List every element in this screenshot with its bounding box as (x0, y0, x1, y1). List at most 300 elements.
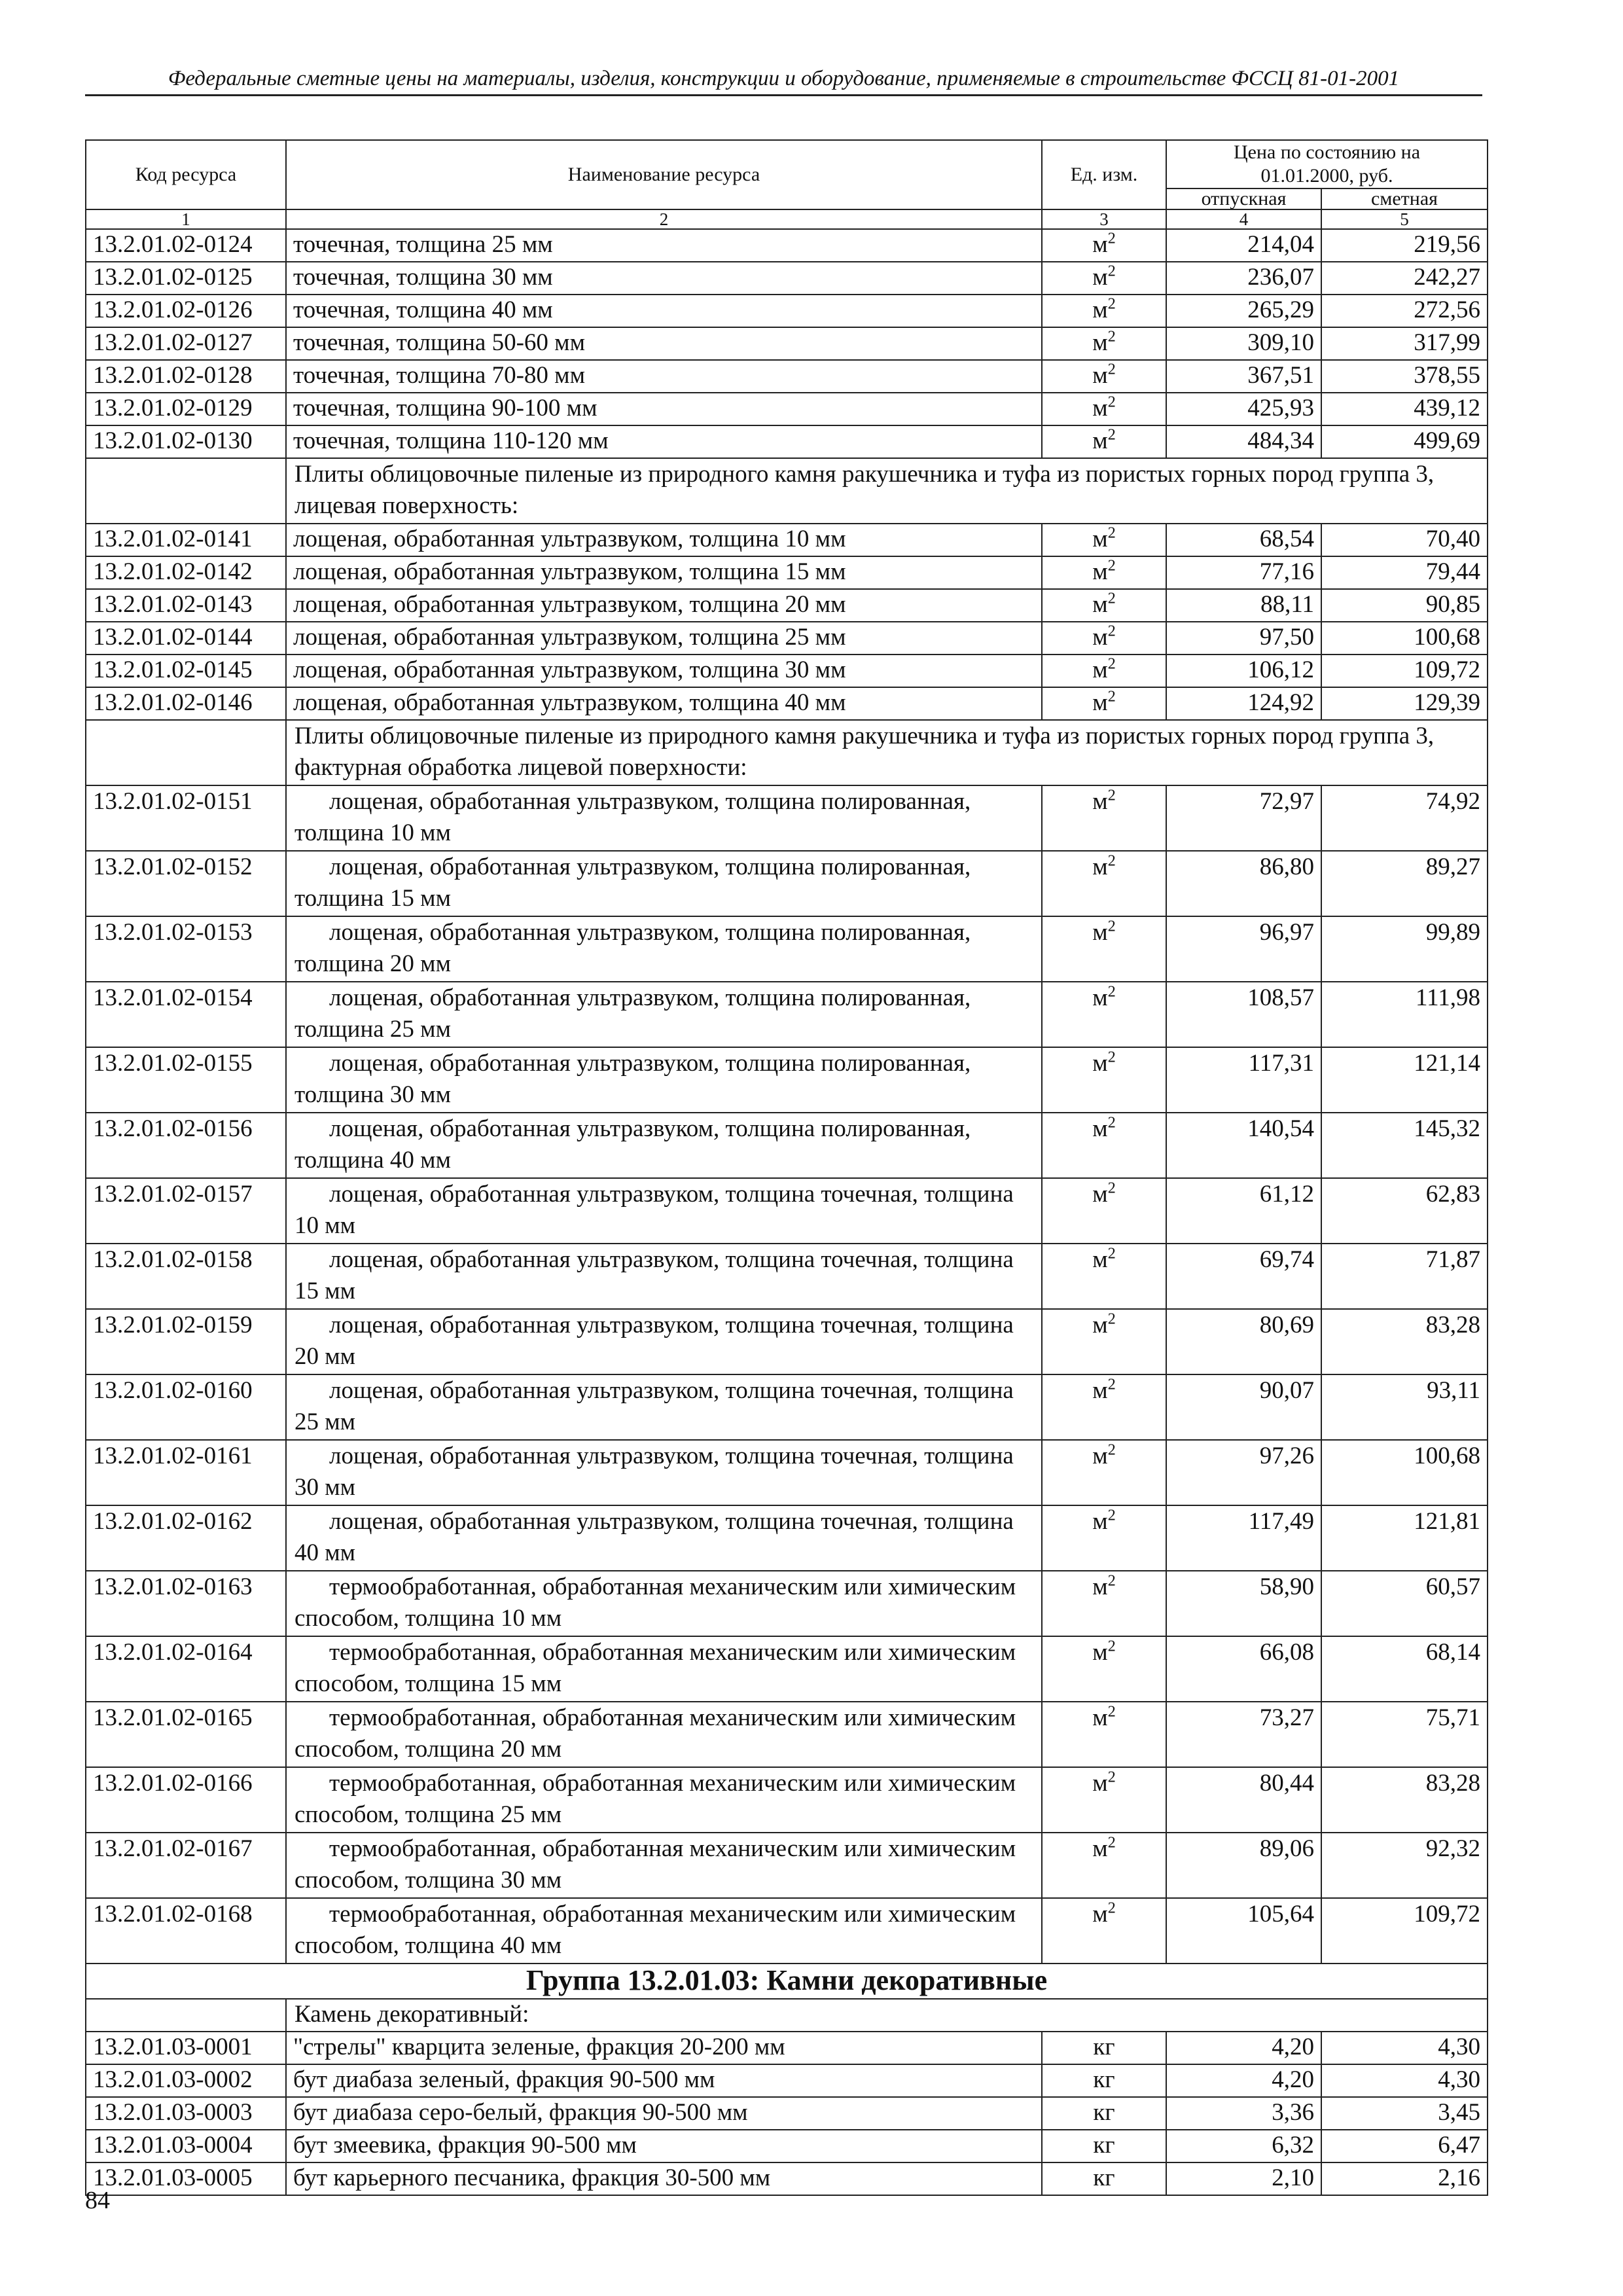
resource-code: 13.2.01.02-0126 (86, 295, 286, 327)
release-price: 4,20 (1166, 2064, 1321, 2097)
resource-code: 13.2.01.02-0164 (86, 1636, 286, 1702)
unit-cell (1042, 524, 1166, 556)
unit-superscript: 2 (1107, 1768, 1116, 1786)
resource-name: точечная, толщина 70-80 мм (286, 360, 1042, 393)
unit-text: м (1092, 1573, 1108, 1600)
resource-code: 13.2.01.02-0167 (86, 1833, 286, 1898)
resource-name: лощеная, обработанная ультразвуком, толщина 15 мм (286, 556, 1042, 589)
col-header-release: отпускная (1166, 188, 1321, 209)
subsection-row (86, 1999, 1488, 2032)
col-number-4: 4 (1166, 209, 1321, 229)
resource-code: 13.2.01.02-0153 (86, 916, 286, 982)
unit-text: м (1092, 1377, 1108, 1404)
unit-cell (1042, 393, 1166, 425)
unit-superscript: 2 (1107, 918, 1116, 935)
unit-cell (1042, 2097, 1166, 2130)
estimate-price: 3,45 (1321, 2097, 1488, 2130)
release-price: 66,08 (1166, 1636, 1321, 1702)
resource-code: 13.2.01.02-0151 (86, 785, 286, 851)
resource-code: 13.2.01.02-0141 (86, 524, 286, 556)
table-row (86, 1767, 1488, 1833)
resource-code: 13.2.01.02-0165 (86, 1702, 286, 1767)
resource-code: 13.2.01.02-0145 (86, 655, 286, 687)
release-price: 72,97 (1166, 785, 1321, 851)
resource-code: 13.2.01.02-0152 (86, 851, 286, 916)
unit-text: м (1092, 264, 1108, 291)
table-row (86, 556, 1488, 589)
table-row (86, 1113, 1488, 1178)
unit-text: м (1092, 689, 1108, 716)
estimate-price: 70,40 (1321, 524, 1488, 556)
unit-superscript: 2 (1107, 983, 1116, 1001)
unit-text: м (1092, 1704, 1108, 1731)
unit-cell (1042, 589, 1166, 622)
resource-name: термообработанная, обработанная механическим или химическим способом, толщина 15 мм (286, 1636, 1042, 1702)
resource-code: 13.2.01.02-0125 (86, 262, 286, 295)
estimate-price: 100,68 (1321, 1440, 1488, 1505)
table-row (86, 916, 1488, 982)
resource-code: 13.2.01.03-0002 (86, 2064, 286, 2097)
unit-cell (1042, 425, 1166, 458)
table-row (86, 1571, 1488, 1636)
unit-text: м (1092, 526, 1108, 552)
subsection-title: Камень декоративный: (286, 1999, 1488, 2032)
unit-cell (1042, 1833, 1166, 1898)
resource-name: лощеная, обработанная ультразвуком, толщина полированная, толщина 15 мм (286, 851, 1042, 916)
estimate-price: 6,47 (1321, 2130, 1488, 2162)
unit-text: м (1092, 1639, 1108, 1666)
table-row (86, 1440, 1488, 1505)
table-row (86, 1898, 1488, 1964)
unit-cell (1042, 655, 1166, 687)
resource-code: 13.2.01.02-0161 (86, 1440, 286, 1505)
section-title: Плиты облицовочные пиленые из природного камня ракушечника и туфа из пористых горных пород группа 3, фактурная обработка лицевой поверхности: (286, 720, 1488, 785)
estimate-price: 4,30 (1321, 2064, 1488, 2097)
estimate-price: 79,44 (1321, 556, 1488, 589)
estimate-price: 68,14 (1321, 1636, 1488, 1702)
unit-cell (1042, 327, 1166, 360)
estimate-price: 499,69 (1321, 425, 1488, 458)
table-row (86, 393, 1488, 425)
table-body (86, 229, 1488, 2195)
table-row (86, 327, 1488, 360)
table-row (86, 360, 1488, 393)
resource-code: 13.2.01.02-0168 (86, 1898, 286, 1964)
unit-cell (1042, 2162, 1166, 2195)
release-price: 4,20 (1166, 2032, 1321, 2064)
unit-text: кг (1093, 2132, 1115, 2159)
resource-name: лощеная, обработанная ультразвуком, толщина полированная, толщина 40 мм (286, 1113, 1042, 1178)
resource-name: лощеная, обработанная ультразвуком, толщина полированная, толщина 30 мм (286, 1047, 1042, 1113)
unit-superscript: 2 (1107, 1507, 1116, 1524)
estimate-price: 242,27 (1321, 262, 1488, 295)
unit-cell (1042, 1309, 1166, 1374)
unit-cell (1042, 1505, 1166, 1571)
release-price: 58,90 (1166, 1571, 1321, 1636)
release-price: 236,07 (1166, 262, 1321, 295)
unit-superscript: 2 (1107, 590, 1116, 607)
unit-cell (1042, 1244, 1166, 1309)
estimate-price: 109,72 (1321, 1898, 1488, 1964)
estimate-price: 92,32 (1321, 1833, 1488, 1898)
unit-superscript: 2 (1107, 328, 1116, 346)
resource-name: лощеная, обработанная ультразвуком, толщина 20 мм (286, 589, 1042, 622)
unit-text: м (1092, 362, 1108, 389)
section-code-empty (86, 720, 286, 785)
unit-superscript: 2 (1107, 1179, 1116, 1197)
page-number: 84 (85, 2187, 110, 2214)
resource-code: 13.2.01.02-0154 (86, 982, 286, 1047)
estimate-price: 439,12 (1321, 393, 1488, 425)
unit-superscript: 2 (1107, 262, 1116, 280)
release-price: 106,12 (1166, 655, 1321, 687)
resource-name: точечная, толщина 40 мм (286, 295, 1042, 327)
col-number-5: 5 (1321, 209, 1488, 229)
estimate-price: 121,81 (1321, 1505, 1488, 1571)
unit-superscript: 2 (1107, 787, 1116, 804)
release-price: 73,27 (1166, 1702, 1321, 1767)
estimate-price: 99,89 (1321, 916, 1488, 982)
unit-superscript: 2 (1107, 1376, 1116, 1393)
resource-name: лощеная, обработанная ультразвуком, толщина 25 мм (286, 622, 1042, 655)
estimate-price: 272,56 (1321, 295, 1488, 327)
resource-code: 13.2.01.02-0163 (86, 1571, 286, 1636)
section-code-empty (86, 458, 286, 524)
table-row (86, 2162, 1488, 2195)
resource-name: лощеная, обработанная ультразвуком, толщина точечная, толщина 30 мм (286, 1440, 1042, 1505)
unit-cell (1042, 916, 1166, 982)
resource-name: лощеная, обработанная ультразвуком, толщина 30 мм (286, 655, 1042, 687)
unit-cell (1042, 1374, 1166, 1440)
resource-code: 13.2.01.02-0128 (86, 360, 286, 393)
release-price: 309,10 (1166, 327, 1321, 360)
estimate-price: 93,11 (1321, 1374, 1488, 1440)
resource-code: 13.2.01.03-0003 (86, 2097, 286, 2130)
resource-name: бут карьерного песчаника, фракция 30-500 мм (286, 2162, 1042, 2195)
estimate-price: 83,28 (1321, 1309, 1488, 1374)
unit-cell (1042, 785, 1166, 851)
table-row (86, 622, 1488, 655)
resource-name: точечная, толщина 50-60 мм (286, 327, 1042, 360)
table-row (86, 687, 1488, 720)
unit-text: м (1092, 1312, 1108, 1338)
table-row (86, 1178, 1488, 1244)
unit-cell (1042, 1767, 1166, 1833)
price-table (85, 139, 1488, 2196)
unit-text: м (1092, 1770, 1108, 1797)
unit-text: м (1092, 231, 1108, 258)
table-row (86, 1374, 1488, 1440)
unit-superscript: 2 (1107, 1899, 1116, 1917)
resource-name: термообработанная, обработанная механическим или химическим способом, толщина 40 мм (286, 1898, 1042, 1964)
table-row (86, 1505, 1488, 1571)
release-price: 77,16 (1166, 556, 1321, 589)
release-price: 3,36 (1166, 2097, 1321, 2130)
resource-code: 13.2.01.02-0156 (86, 1113, 286, 1178)
unit-superscript: 2 (1107, 295, 1116, 313)
resource-name: лощеная, обработанная ультразвуком, толщина точечная, толщина 20 мм (286, 1309, 1042, 1374)
resource-code: 13.2.01.02-0157 (86, 1178, 286, 1244)
unit-superscript: 2 (1107, 524, 1116, 542)
group-title: Группа 13.2.01.03: Камни декоративные (86, 1964, 1488, 1999)
resource-code: 13.2.01.02-0129 (86, 393, 286, 425)
resource-code: 13.2.01.02-0162 (86, 1505, 286, 1571)
resource-code: 13.2.01.03-0001 (86, 2032, 286, 2064)
resource-name: лощеная, обработанная ультразвуком, толщина 40 мм (286, 687, 1042, 720)
unit-text: м (1092, 591, 1108, 618)
table-row (86, 425, 1488, 458)
unit-cell (1042, 1898, 1166, 1964)
resource-name: термообработанная, обработанная механическим или химическим способом, толщина 10 мм (286, 1571, 1042, 1636)
release-price: 2,10 (1166, 2162, 1321, 2195)
unit-cell (1042, 2032, 1166, 2064)
unit-cell (1042, 982, 1166, 1047)
table-row (86, 1309, 1488, 1374)
unit-text: м (1092, 1181, 1108, 1208)
col-header-unit: Ед. изм. (1042, 140, 1166, 209)
unit-cell (1042, 229, 1166, 262)
unit-cell (1042, 262, 1166, 295)
release-price: 80,44 (1166, 1767, 1321, 1833)
col-number-3: 3 (1042, 209, 1166, 229)
release-price: 89,06 (1166, 1833, 1321, 1898)
table-row (86, 1833, 1488, 1898)
resource-name: лощеная, обработанная ультразвуком, толщина полированная, толщина 10 мм (286, 785, 1042, 851)
resource-name: "стрелы" кварцита зеленые, фракция 20-200 мм (286, 2032, 1042, 2064)
estimate-price: 219,56 (1321, 229, 1488, 262)
estimate-price: 111,98 (1321, 982, 1488, 1047)
table-row (86, 524, 1488, 556)
unit-text: м (1092, 1508, 1108, 1535)
unit-text: м (1092, 624, 1108, 651)
subsection-code-empty (86, 1999, 286, 2032)
resource-name: бут змеевика, фракция 90-500 мм (286, 2130, 1042, 2162)
unit-superscript: 2 (1107, 1638, 1116, 1655)
estimate-price: 74,92 (1321, 785, 1488, 851)
unit-cell (1042, 2064, 1166, 2097)
release-price: 90,07 (1166, 1374, 1321, 1440)
unit-cell (1042, 1047, 1166, 1113)
resource-name: лощеная, обработанная ультразвуком, толщина точечная, толщина 10 мм (286, 1178, 1042, 1244)
section-title: Плиты облицовочные пиленые из природного камня ракушечника и туфа из пористых горных пород группа 3, лицевая поверхность: (286, 458, 1488, 524)
unit-text: м (1092, 919, 1108, 946)
unit-cell (1042, 295, 1166, 327)
unit-cell (1042, 2130, 1166, 2162)
table-row (86, 2130, 1488, 2162)
unit-cell (1042, 360, 1166, 393)
table-row (86, 589, 1488, 622)
table-row (86, 2032, 1488, 2064)
unit-superscript: 2 (1107, 1049, 1116, 1066)
release-price: 124,92 (1166, 687, 1321, 720)
release-price: 96,97 (1166, 916, 1321, 982)
unit-text: кг (1093, 2034, 1115, 2060)
release-price: 80,69 (1166, 1309, 1321, 1374)
unit-cell (1042, 1178, 1166, 1244)
release-price: 68,54 (1166, 524, 1321, 556)
unit-text: м (1092, 984, 1108, 1011)
unit-superscript: 2 (1107, 1245, 1116, 1263)
resource-name: точечная, толщина 30 мм (286, 262, 1042, 295)
unit-superscript: 2 (1107, 1114, 1116, 1132)
resource-code: 13.2.01.02-0146 (86, 687, 286, 720)
release-price: 88,11 (1166, 589, 1321, 622)
col-number-1: 1 (86, 209, 286, 229)
resource-code: 13.2.01.02-0155 (86, 1047, 286, 1113)
unit-text: кг (1093, 2164, 1115, 2191)
estimate-price: 90,85 (1321, 589, 1488, 622)
unit-superscript: 2 (1107, 1310, 1116, 1328)
unit-text: м (1092, 427, 1108, 454)
unit-superscript: 2 (1107, 557, 1116, 575)
resource-name: бут диабаза зеленый, фракция 90-500 мм (286, 2064, 1042, 2097)
estimate-price: 75,71 (1321, 1702, 1488, 1767)
unit-text: м (1092, 1901, 1108, 1928)
release-price: 105,64 (1166, 1898, 1321, 1964)
release-price: 265,29 (1166, 295, 1321, 327)
unit-superscript: 2 (1107, 688, 1116, 706)
resource-name: термообработанная, обработанная механическим или химическим способом, толщина 25 мм (286, 1767, 1042, 1833)
resource-code: 13.2.01.02-0158 (86, 1244, 286, 1309)
release-price: 69,74 (1166, 1244, 1321, 1309)
resource-code: 13.2.01.03-0005 (86, 2162, 286, 2195)
resource-name: термообработанная, обработанная механическим или химическим способом, толщина 30 мм (286, 1833, 1042, 1898)
table-row (86, 785, 1488, 851)
unit-superscript: 2 (1107, 393, 1116, 411)
table-row (86, 655, 1488, 687)
col-header-estimate: сметная (1321, 188, 1488, 209)
release-price: 425,93 (1166, 393, 1321, 425)
release-price: 108,57 (1166, 982, 1321, 1047)
table-row (86, 262, 1488, 295)
unit-cell (1042, 622, 1166, 655)
estimate-price: 317,99 (1321, 327, 1488, 360)
group-row (86, 1964, 1488, 1999)
unit-cell (1042, 1440, 1166, 1505)
resource-code: 13.2.01.02-0127 (86, 327, 286, 360)
unit-superscript: 2 (1107, 622, 1116, 640)
unit-text: м (1092, 296, 1108, 323)
release-price: 97,26 (1166, 1440, 1321, 1505)
unit-cell (1042, 851, 1166, 916)
table-row (86, 2097, 1488, 2130)
unit-text: м (1092, 395, 1108, 422)
table-row (86, 295, 1488, 327)
table-row (86, 982, 1488, 1047)
resource-code: 13.2.01.03-0004 (86, 2130, 286, 2162)
unit-cell (1042, 1571, 1166, 1636)
release-price: 214,04 (1166, 229, 1321, 262)
table-row (86, 1636, 1488, 1702)
unit-superscript: 2 (1107, 655, 1116, 673)
release-price: 61,12 (1166, 1178, 1321, 1244)
resource-code: 13.2.01.02-0130 (86, 425, 286, 458)
unit-text: м (1092, 329, 1108, 356)
col-number-2: 2 (286, 209, 1042, 229)
unit-superscript: 2 (1107, 1834, 1116, 1852)
release-price: 97,50 (1166, 622, 1321, 655)
estimate-price: 62,83 (1321, 1178, 1488, 1244)
unit-superscript: 2 (1107, 1703, 1116, 1721)
unit-text: м (1092, 1835, 1108, 1862)
table-row (86, 851, 1488, 916)
section-row (86, 720, 1488, 785)
col-header-price: Цена по состоянию на 01.01.2000, руб. (1166, 140, 1488, 188)
release-price: 140,54 (1166, 1113, 1321, 1178)
estimate-price: 83,28 (1321, 1767, 1488, 1833)
table-row (86, 229, 1488, 262)
resource-name: термообработанная, обработанная механическим или химическим способом, толщина 20 мм (286, 1702, 1042, 1767)
unit-text: м (1092, 1115, 1108, 1142)
estimate-price: 129,39 (1321, 687, 1488, 720)
estimate-price: 2,16 (1321, 2162, 1488, 2195)
estimate-price: 121,14 (1321, 1047, 1488, 1113)
table-row (86, 1702, 1488, 1767)
release-price: 6,32 (1166, 2130, 1321, 2162)
unit-cell (1042, 1113, 1166, 1178)
unit-cell (1042, 1702, 1166, 1767)
unit-superscript: 2 (1107, 230, 1116, 247)
section-row (86, 458, 1488, 524)
resource-name: лощеная, обработанная ультразвуком, толщина 10 мм (286, 524, 1042, 556)
unit-text: м (1092, 853, 1108, 880)
unit-text: м (1092, 656, 1108, 683)
unit-text: кг (1093, 2066, 1115, 2093)
resource-code: 13.2.01.02-0144 (86, 622, 286, 655)
estimate-price: 71,87 (1321, 1244, 1488, 1309)
unit-cell (1042, 687, 1166, 720)
estimate-price: 109,72 (1321, 655, 1488, 687)
unit-superscript: 2 (1107, 426, 1116, 444)
resource-name: точечная, толщина 90-100 мм (286, 393, 1042, 425)
unit-text: м (1092, 1443, 1108, 1469)
unit-superscript: 2 (1107, 1441, 1116, 1459)
estimate-price: 378,55 (1321, 360, 1488, 393)
resource-name: лощеная, обработанная ультразвуком, толщина полированная, толщина 25 мм (286, 982, 1042, 1047)
unit-text: м (1092, 788, 1108, 815)
estimate-price: 4,30 (1321, 2032, 1488, 2064)
resource-name: точечная, толщина 110-120 мм (286, 425, 1042, 458)
estimate-price: 100,68 (1321, 622, 1488, 655)
resource-code: 13.2.01.02-0124 (86, 229, 286, 262)
unit-cell (1042, 556, 1166, 589)
resource-code: 13.2.01.02-0159 (86, 1309, 286, 1374)
release-price: 117,31 (1166, 1047, 1321, 1113)
col-header-code: Код ресурса (86, 140, 286, 209)
col-header-name: Наименование ресурса (286, 140, 1042, 209)
release-price: 367,51 (1166, 360, 1321, 393)
table-row (86, 2064, 1488, 2097)
release-price: 484,34 (1166, 425, 1321, 458)
unit-superscript: 2 (1107, 361, 1116, 378)
resource-code: 13.2.01.02-0166 (86, 1767, 286, 1833)
resource-code: 13.2.01.02-0160 (86, 1374, 286, 1440)
resource-name: лощеная, обработанная ультразвуком, толщина полированная, толщина 20 мм (286, 916, 1042, 982)
unit-text: м (1092, 558, 1108, 585)
release-price: 86,80 (1166, 851, 1321, 916)
resource-code: 13.2.01.02-0142 (86, 556, 286, 589)
table-row (86, 1047, 1488, 1113)
running-header: Федеральные сметные цены на материалы, изделия, конструкции и оборудование, применяемые в строительстве ФССЦ 81-01-2001 (85, 65, 1482, 96)
estimate-price: 145,32 (1321, 1113, 1488, 1178)
unit-superscript: 2 (1107, 1572, 1116, 1590)
resource-name: лощеная, обработанная ультразвуком, толщина точечная, толщина 15 мм (286, 1244, 1042, 1309)
unit-text: кг (1093, 2099, 1115, 2126)
unit-text: м (1092, 1050, 1108, 1077)
resource-name: точечная, толщина 25 мм (286, 229, 1042, 262)
resource-name: бут диабаза серо-белый, фракция 90-500 мм (286, 2097, 1042, 2130)
estimate-price: 89,27 (1321, 851, 1488, 916)
